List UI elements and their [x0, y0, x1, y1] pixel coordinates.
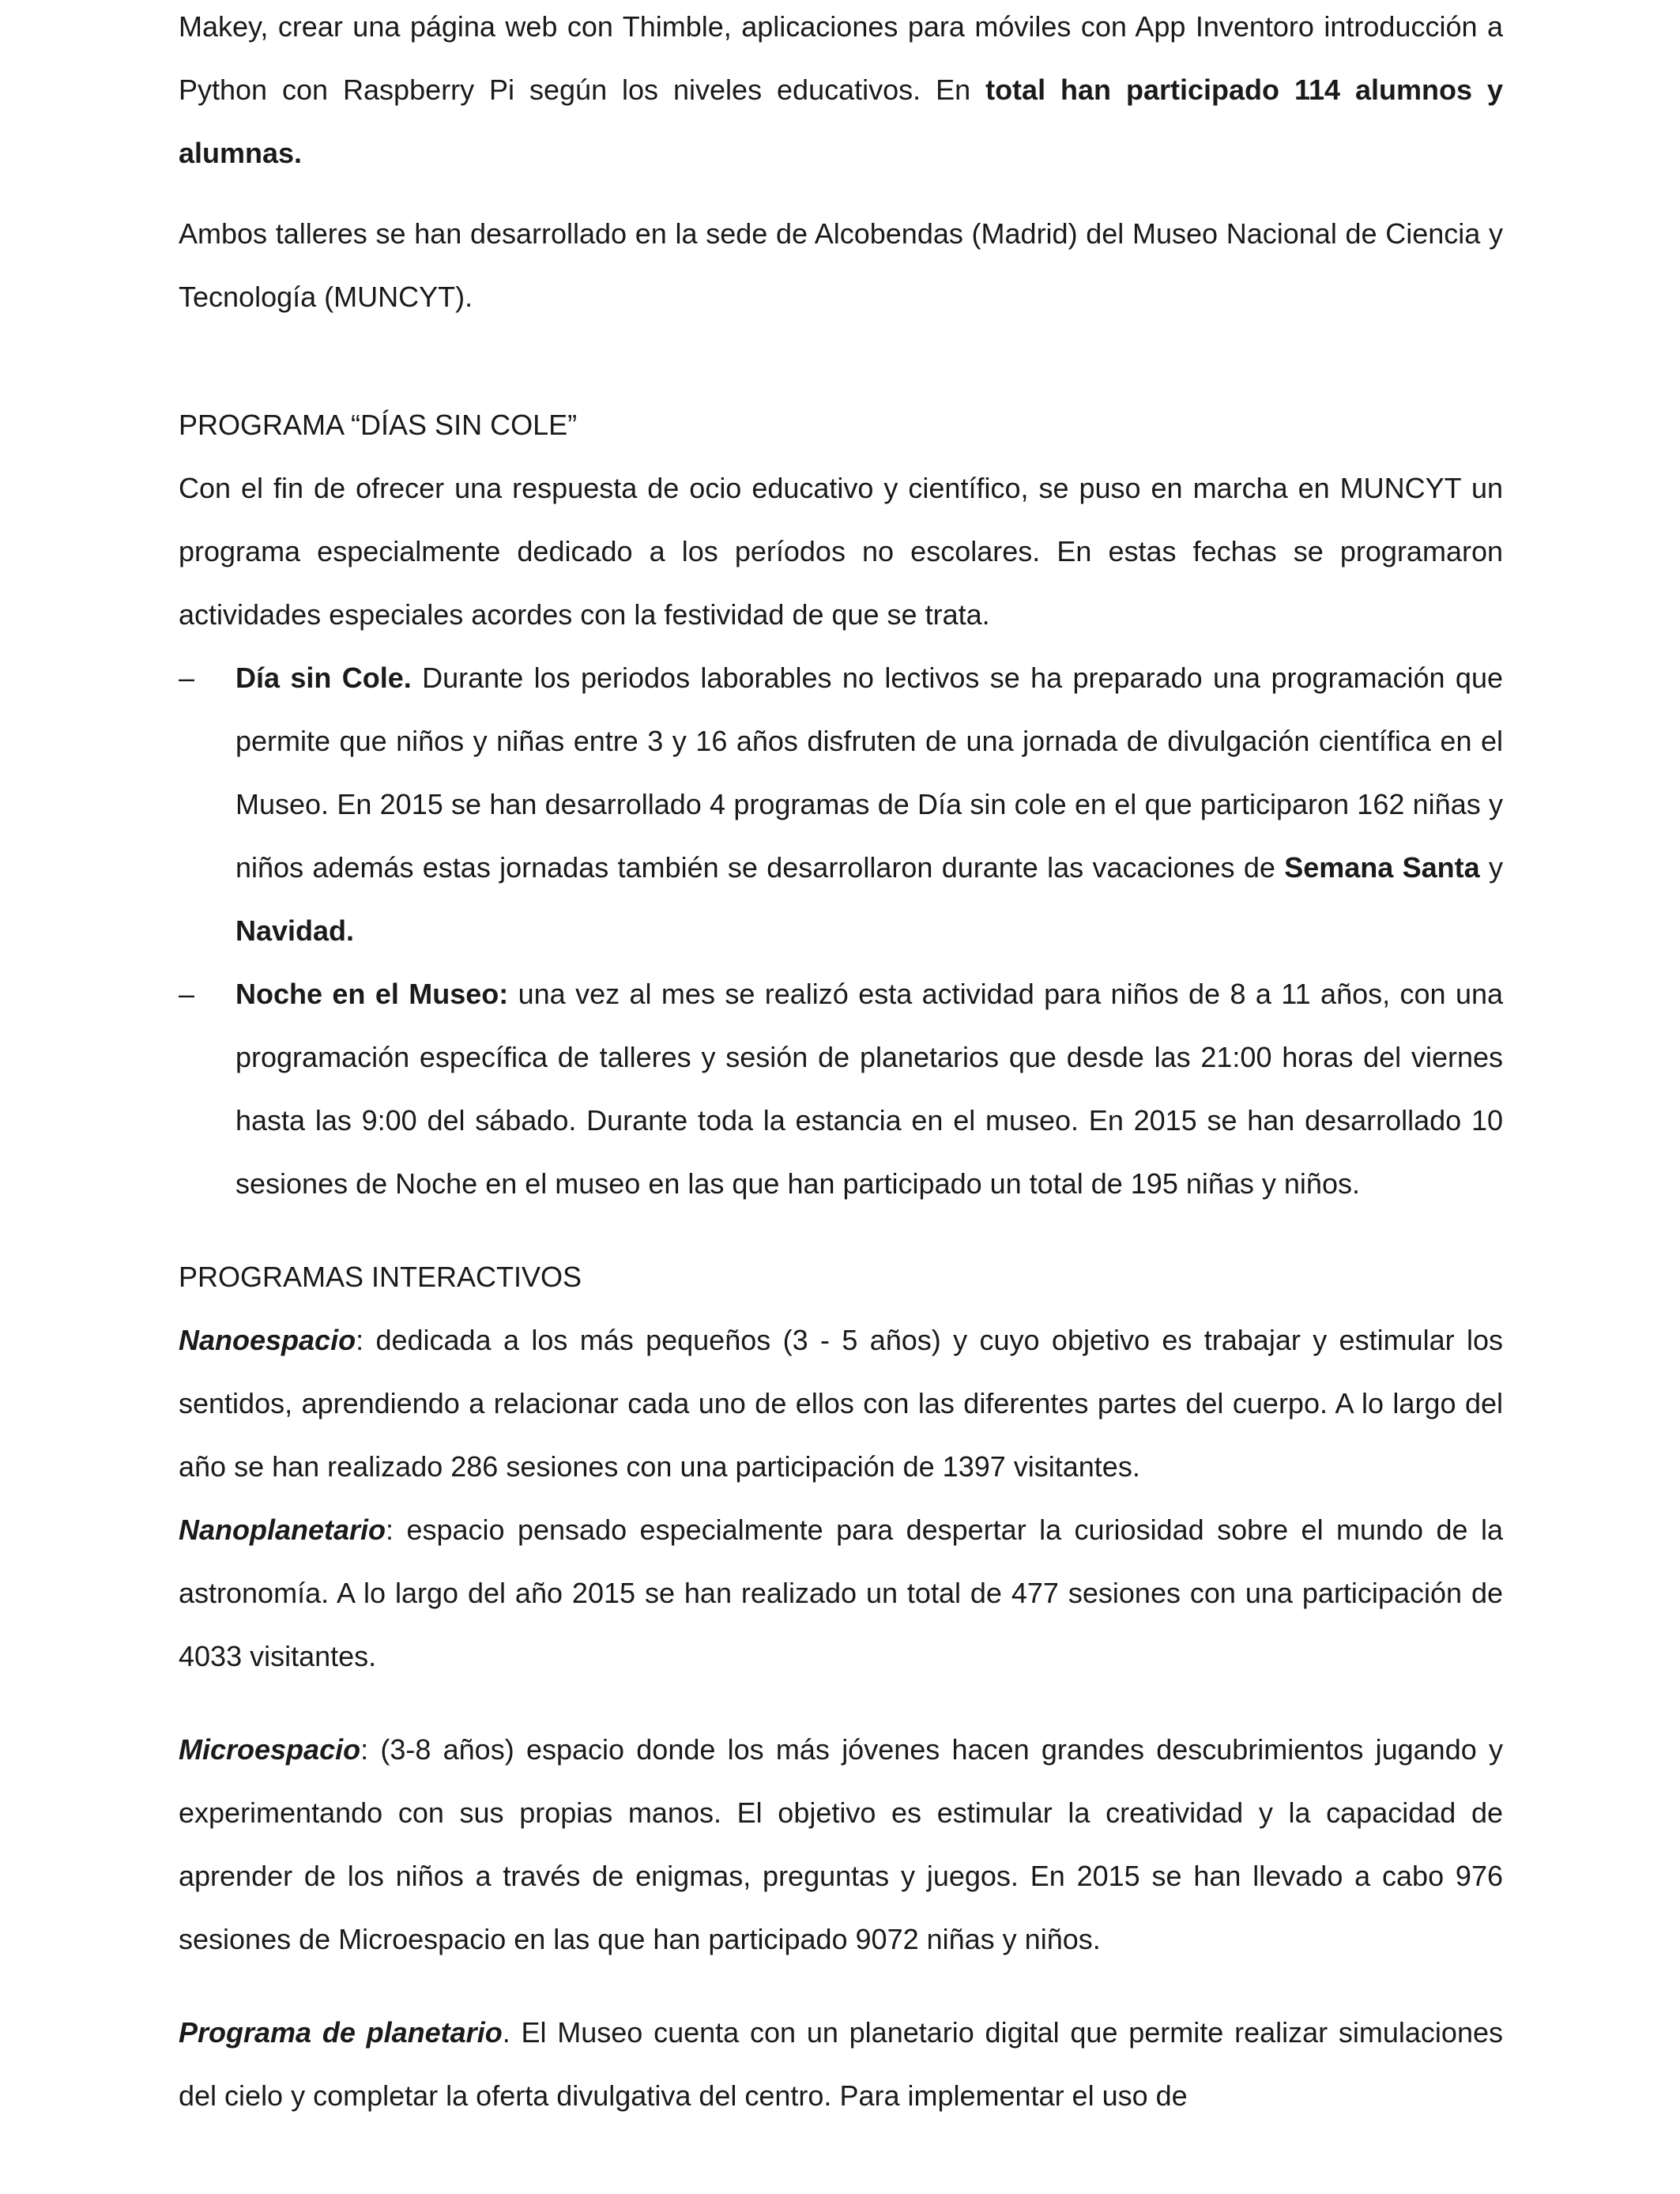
conjunction: y: [1479, 851, 1503, 884]
nanoplanetario-title: Nanoplanetario: [179, 1514, 386, 1546]
planetario-text: . El Museo cuenta con un planetario digital que permite realizar simulaciones del cielo y completar la oferta divulgativa del centro. Para implementar el uso de: [179, 2016, 1503, 2112]
intro-text: Makey, crear una página web con Thimble, aplicaciones para móviles con App Inventoro introducción a Python con Raspberry Pi según los niveles educativos. En: [179, 10, 1503, 106]
item-title: Noche en el Museo:: [235, 978, 509, 1010]
dash-bullet: –: [179, 662, 195, 694]
planetario-paragraph: [179, 2001, 1503, 2128]
venue-paragraph: Ambos talleres se han desarrollado en la sede de Alcobendas (Madrid) del Museo Nacional de Ciencia y Tecnología (MUNCYT).: [179, 217, 1503, 313]
microespacio-title: Microespacio: [179, 1733, 361, 1766]
dash-bullet: –: [179, 978, 195, 1010]
intro-total-participants: total han participado 114 alumnos y alumnas.: [179, 74, 1503, 169]
item-text: una vez al mes se realizó esta actividad para niños de 8 a 11 años, con una programación específica de talleres y sesión de planetarios que desde las 21:00 horas del viernes hasta las 9:00 del sábado. Durante toda la estancia en el museo. En 2015 se han desarrollado 10 sesiones de Noche en el museo en las que han participado un total de 195 niñas y niños.: [235, 978, 1504, 1200]
section-heading-dias-sin-cole: PROGRAMA “DÍAS SIN COLE”: [179, 409, 578, 441]
microespacio-paragraph: [179, 1718, 1503, 1971]
list-item-noche-en-el-museo: [179, 963, 1503, 1216]
item-title: Día sin Cole.: [235, 662, 412, 694]
semana-santa-label: Semana Santa: [1284, 851, 1480, 884]
dias-sin-cole-intro: Con el fin de ofrecer una respuesta de ocio educativo y científico, se puso en marcha en MUNCYT un programa especialmente dedicado a los períodos no escolares. En estas fechas se programaron actividades especiales acordes con la festividad de que se trata.: [179, 472, 1503, 631]
nanoplanetario-paragraph: [179, 1498, 1503, 1688]
intro-paragraph: [179, 0, 1503, 185]
nanoespacio-text: : dedicada a los más pequeños (3 - 5 años) y cuyo objetivo es trabajar y estimular los sentidos, aprendiendo a relacionar cada uno de ellos con las diferentes partes del cuerpo. A lo largo del año se han realizado 286 sesiones con una participación de 1397 visitantes.: [179, 1324, 1503, 1483]
list-item-dia-sin-cole: [179, 647, 1503, 963]
navidad-label: Navidad.: [235, 914, 355, 947]
item-text: Durante los periodos laborables no lectivos se ha preparado una programación que permite que niños y niñas entre 3 y 16 años disfruten de una jornada de divulgación científica en el Museo. En 2015 se han desarrollado 4 programas de Día sin cole en el que participaron 162 niñas y niños además estas jornadas también se desarrollaron durante las vacaciones de: [235, 662, 1503, 884]
nanoplanetario-text: : espacio pensado especialmente para despertar la curiosidad sobre el mundo de la astronomía. A lo largo del año 2015 se han realizado un total de 477 sesiones con una participación de 4033 visitantes.: [179, 1514, 1503, 1672]
section-heading-programas-interactivos: PROGRAMAS INTERACTIVOS: [179, 1261, 582, 1293]
nanoespacio-paragraph: [179, 1309, 1503, 1498]
nanoespacio-title: Nanoespacio: [179, 1324, 356, 1356]
microespacio-text: : (3-8 años) espacio donde los más jóvenes hacen grandes descubrimientos jugando y experimentando con sus propias manos. El objetivo es estimular la creatividad y la capacidad de aprender de los niños a través de enigmas, preguntas y juegos. En 2015 se han llevado a cabo 976 sesiones de Microespacio en las que han participado 9072 niñas y niños.: [179, 1733, 1503, 1955]
planetario-title: Programa de planetario: [179, 2016, 503, 2049]
